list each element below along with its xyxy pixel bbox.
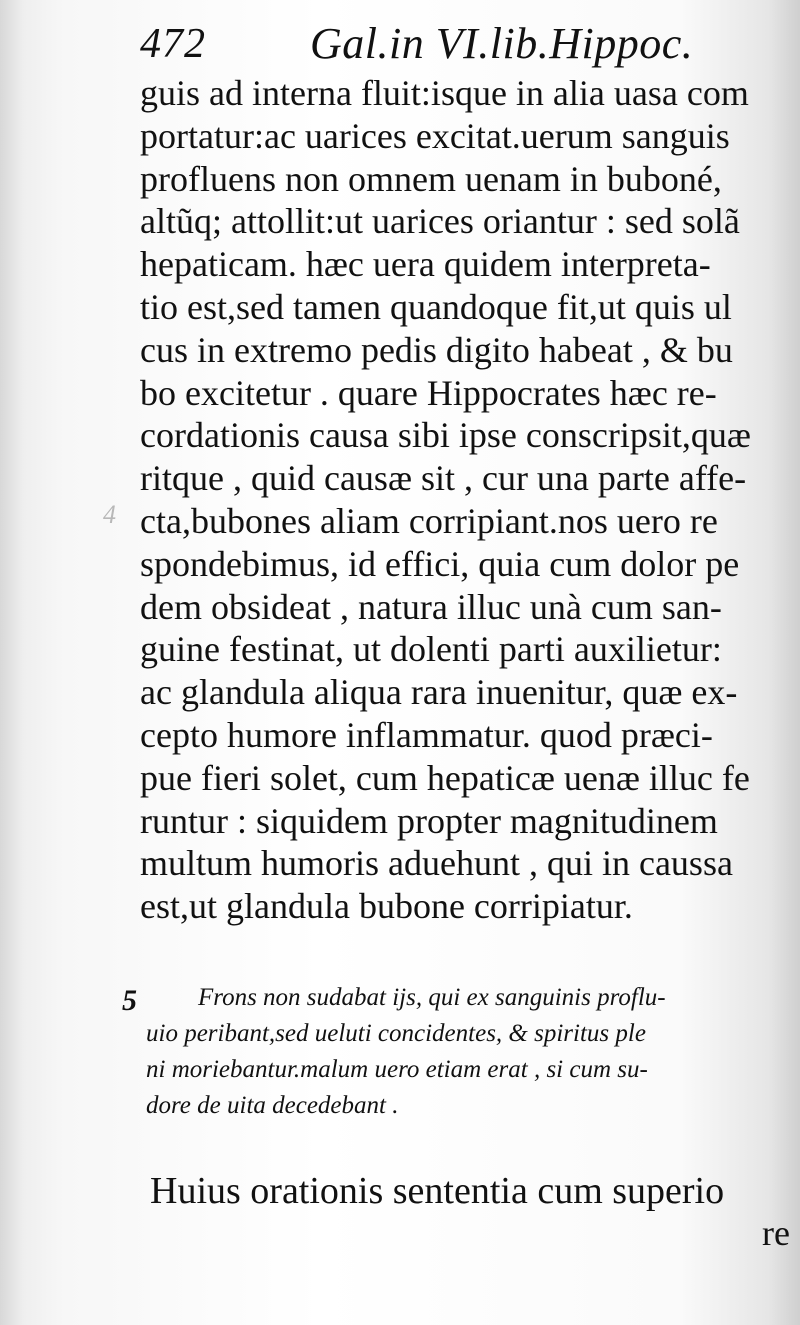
text-line: Huius orationis sententia cum superio xyxy=(150,1170,725,1212)
text-line: hepaticam. hæc uera quidem interpreta- xyxy=(140,244,711,285)
text-line: profluens non omnem uenam in buboné, xyxy=(140,158,722,199)
text-line: est,ut glandula bubone corripiatur. xyxy=(140,886,633,927)
text-line: spondebimus, id effici, quia cum dolor pe xyxy=(140,543,740,584)
text-line: cta,bubones aliam corripiant.nos uero re xyxy=(140,500,718,541)
text-line: ritque , quid causæ sit , cur una parte affe- xyxy=(140,458,747,499)
text-line: runtur : siquidem propter magnitudinem xyxy=(140,800,718,841)
catchword: re xyxy=(762,1213,790,1253)
next-paragraph xyxy=(150,1168,790,1214)
aphorism-line: uio peribant,sed ueluti concidentes, & spiritus ple xyxy=(146,1020,646,1047)
text-line: guis ad interna fluit:isque in alia uasa com xyxy=(140,73,749,113)
text-line: altũq; attollit:ut uarices oriantur : sed solã xyxy=(140,201,740,242)
text-line: cus in extremo pedis digito habeat , & bu xyxy=(140,329,733,370)
text-line: cepto humore inflammatur. quod præci- xyxy=(140,714,713,755)
text-line: ac glandula aliqua rara inuenitur, quæ ex- xyxy=(140,672,738,713)
text-line: pue fieri solet, cum hepaticæ uenæ illuc fe xyxy=(140,757,750,798)
aphorism-line: ni moriebantur.malum uero etiam erat , si cum su- xyxy=(146,1056,648,1083)
text-line: tio est,sed tamen quandoque fit,ut quis ul xyxy=(140,286,732,327)
running-head: Gal.in VI.lib.Hippoc. xyxy=(310,19,694,68)
page-number: 472 xyxy=(140,21,206,67)
text-line: guine festinat, ut dolenti parti auxilietur: xyxy=(140,629,722,670)
commentary-text xyxy=(140,72,770,928)
aphorism-line: Frons non sudabat ijs, qui ex sanguinis proflu- xyxy=(198,984,666,1011)
text-line: portatur:ac uarices excitat.uerum sanguis xyxy=(140,115,730,156)
text-line: multum humoris aduehunt , qui in caussa xyxy=(140,843,733,884)
text-line: bo excitetur . quare Hippocrates hæc re- xyxy=(140,372,717,413)
text-line: cordationis causa sibi ipse conscripsit,quæ xyxy=(140,415,751,456)
marginal-bleed-mark: 4 xyxy=(103,500,116,529)
text-line: dem obsideat , natura illuc unà cum san- xyxy=(140,586,722,627)
aphorism-number: 5 xyxy=(122,984,137,1017)
aphorism-text xyxy=(146,980,788,1124)
aphorism-line: dore de uita decedebant . xyxy=(146,1092,399,1119)
page-header xyxy=(140,14,780,70)
